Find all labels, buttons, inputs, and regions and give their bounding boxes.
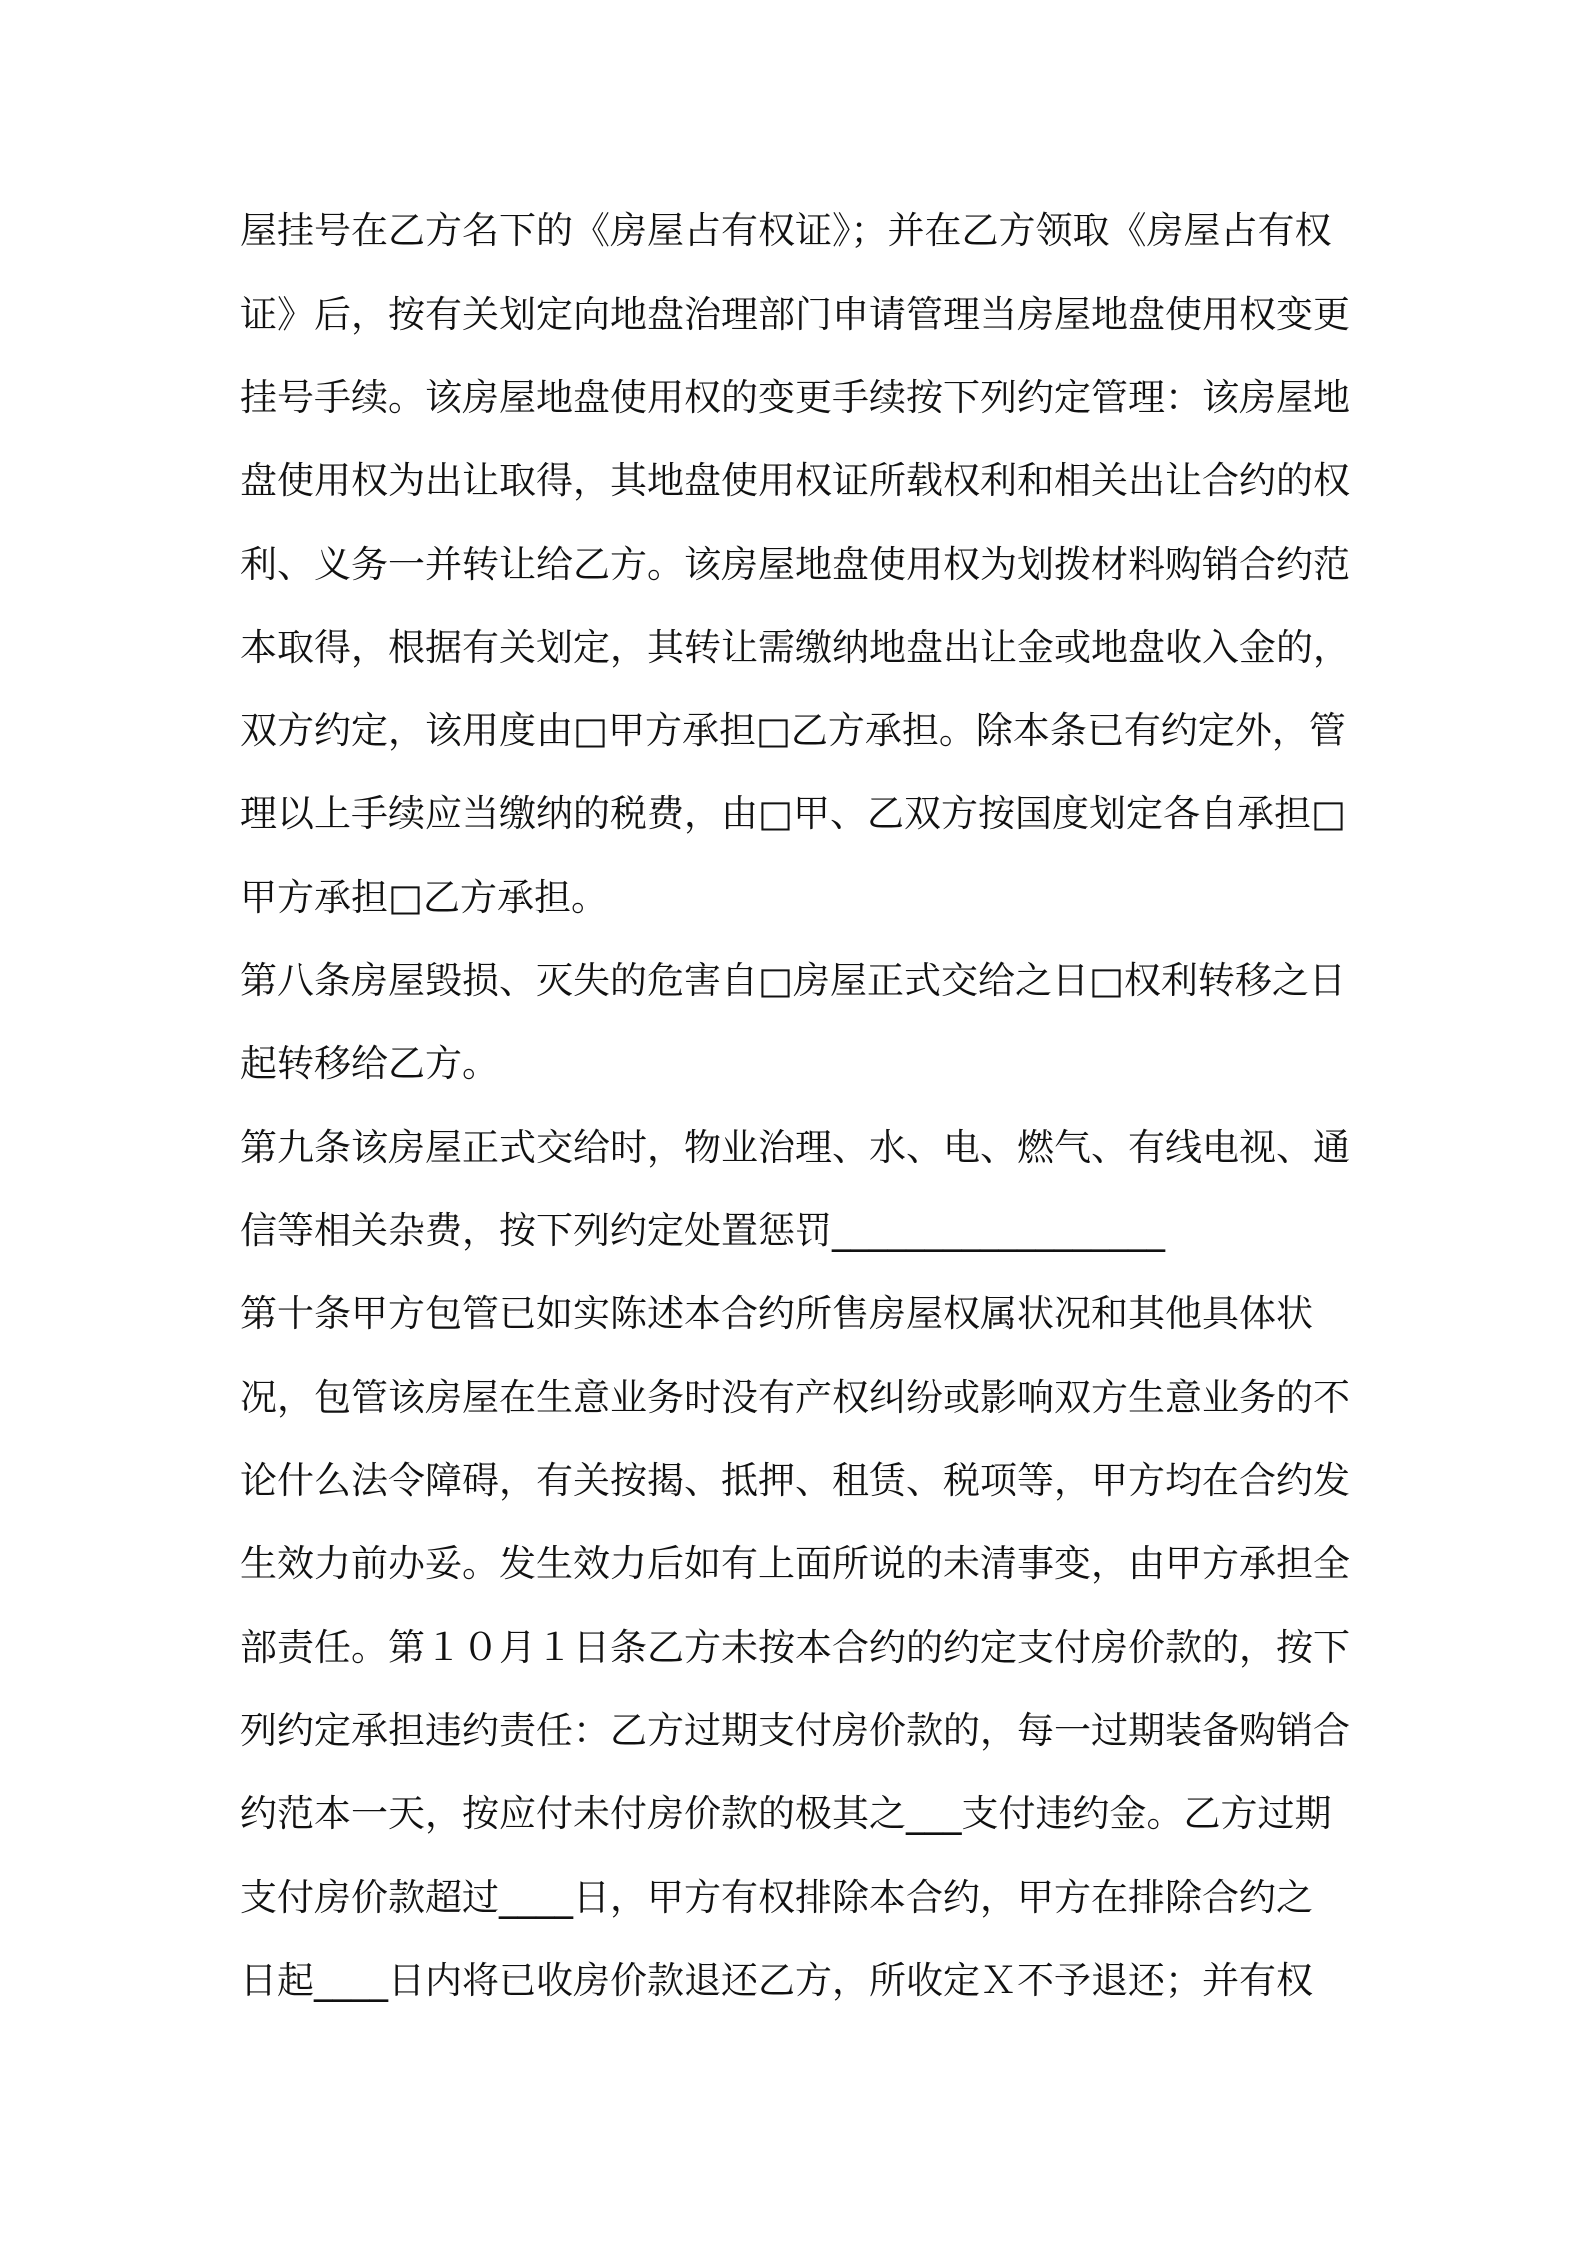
text-line: 论什么法令障碍，有关按揭、抵押、租赁、税项等，甲方均在合约发 [240, 1459, 1350, 1502]
text-line: 双方约定，该用度由□甲方承担□乙方承担。除本条已有约定外，管 [240, 709, 1346, 752]
text-line: 信等相关杂费，按下列约定处置惩罚__________________ [240, 1209, 1165, 1252]
text-line: 利、义务一并转让给乙方。该房屋地盘使用权为划拨材料购销合约范 [240, 543, 1350, 586]
text-line: 支付房价款超过____日，甲方有权排除本合约，甲方在排除合约之 [240, 1876, 1313, 1919]
text-line: 挂号手续。该房屋地盘使用权的变更手续按下列约定管理：该房屋地 [240, 376, 1350, 419]
text-line: 第八条房屋毁损、灭失的危害自□房屋正式交给之日□权利转移之日 [240, 959, 1346, 1002]
text-line: 生效力前办妥。发生效力后如有上面所说的未清事变，由甲方承担全 [240, 1542, 1350, 1585]
text-line: 证》后，按有关划定向地盘治理部门申请管理当房屋地盘使用权变更 [240, 293, 1350, 336]
text-line: 列约定承担违约责任：乙方过期支付房价款的，每一过期装备购销合 [240, 1709, 1350, 1752]
text-line: 本取得，根据有关划定，其转让需缴纳地盘出让金或地盘收入金的， [240, 626, 1350, 669]
text-line: 理以上手续应当缴纳的税费，由□甲、乙双方按国度划定各自承担□ [240, 792, 1346, 835]
text-line: 况，包管该房屋在生意业务时没有产权纠纷或影响双方生意业务的不 [240, 1376, 1350, 1419]
text-line: 部责任。第１０月１日条乙方未按本合约的约定支付房价款的，按下 [240, 1626, 1350, 1669]
text-line: 日起____日内将已收房价款退还乙方，所收定Ｘ不予退还；并有权 [240, 1959, 1313, 2002]
text-line: 盘使用权为出让取得，其地盘使用权证所载权利和相关出让合约的权 [240, 459, 1350, 502]
text-line: 第九条该房屋正式交给时，物业治理、水、电、燃气、有线电视、通 [240, 1126, 1350, 1169]
text-line: 第十条甲方包管已如实陈述本合约所售房屋权属状况和其他具体状 [240, 1292, 1313, 1335]
text-line: 屋挂号在乙方名下的《房屋占有权证》；并在乙方领取《房屋占有权 [240, 209, 1332, 252]
text-line: 起转移给乙方。 [240, 1042, 499, 1085]
text-line: 约范本一天，按应付未付房价款的极其之___支付违约金。乙方过期 [240, 1792, 1332, 1835]
text-line: 甲方承担□乙方承担。 [240, 876, 608, 919]
